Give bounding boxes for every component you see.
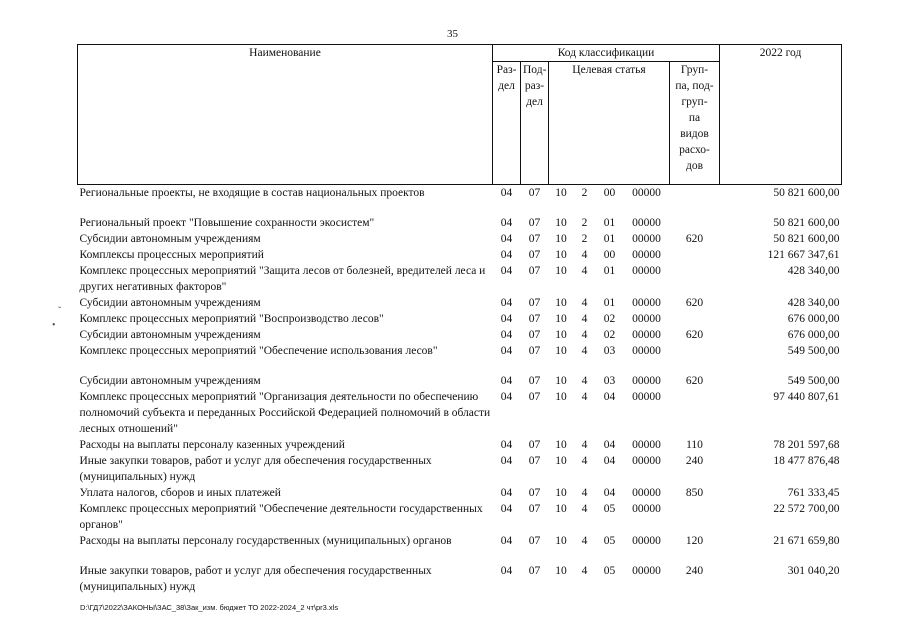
cell-pr: 07 (528, 217, 541, 229)
table-row (78, 453, 842, 485)
cell-vr: 620 (685, 297, 704, 309)
cell-pr: 07 (528, 487, 541, 499)
cell-amount: 50 821 600,00 (773, 233, 840, 245)
cell-t1: 10 (555, 217, 567, 229)
cell-name: Иные закупки товаров, работ и услуг для обеспечения государственных (муниципальных) нужд (79, 455, 432, 483)
cell-t1: 10 (555, 535, 567, 547)
cell-vr (670, 263, 720, 295)
cell-amount: 549 500,00 (787, 345, 840, 357)
cell-t3: 01 (603, 217, 616, 229)
cell-t2: 4 (581, 391, 588, 403)
cell-vr (670, 185, 720, 216)
cell-vr (670, 389, 720, 437)
cell-t1: 10 (555, 345, 567, 357)
cell-vr (670, 501, 720, 533)
cell-vr: 240 (685, 565, 704, 577)
cell-t3: 04 (603, 455, 616, 467)
cell-vr: 850 (685, 487, 704, 499)
cell-amount: 549 500,00 (787, 375, 840, 387)
cell-rz: 04 (500, 487, 513, 499)
cell-vr (670, 215, 720, 231)
cell-amount: 676 000,00 (787, 313, 840, 325)
cell-pr: 07 (528, 565, 541, 577)
table-row (78, 295, 842, 311)
cell-t1: 10 (555, 375, 567, 387)
cell-pr: 07 (528, 503, 541, 515)
cell-t4: 00000 (632, 297, 661, 309)
cell-t4: 00000 (632, 565, 661, 577)
cell-t1: 10 (555, 391, 567, 403)
header-section: Раз- дел (493, 62, 521, 185)
cell-t4: 00000 (632, 487, 661, 499)
header-subsection: Под- раз- дел (521, 62, 549, 185)
cell-t3: 05 (603, 503, 616, 515)
cell-t2: 4 (581, 249, 588, 261)
cell-t4: 00000 (632, 249, 661, 261)
cell-pr: 07 (528, 265, 541, 277)
cell-name: Комплекс процессных мероприятий "Воспроизводство лесов" (79, 313, 384, 325)
cell-t4: 00000 (632, 217, 661, 229)
cell-rz: 04 (500, 535, 513, 547)
table-row (78, 343, 842, 373)
cell-name: Комплекс процессных мероприятий "Обеспечение деятельности государственных органов" (79, 503, 483, 531)
cell-t2: 4 (581, 375, 588, 387)
cell-vr: 120 (685, 535, 704, 547)
cell-t1: 10 (555, 329, 567, 341)
cell-name: Комплекс процессных мероприятий "Организация деятельности по обеспечению полномочий субъекта и переданных Российской Федерацией полномочий в области лесных отношений" (79, 391, 491, 435)
cell-pr: 07 (528, 233, 541, 245)
cell-pr: 07 (528, 329, 541, 341)
cell-pr: 07 (528, 391, 541, 403)
cell-rz: 04 (500, 503, 513, 515)
page-number: 35 (447, 28, 458, 40)
cell-name: Субсидии автономным учреждениям (79, 329, 261, 341)
table-row (78, 231, 842, 247)
cell-t1: 10 (555, 297, 567, 309)
table-row (78, 327, 842, 343)
table-row (78, 215, 842, 231)
cell-t1: 10 (555, 265, 567, 277)
table-row (78, 563, 842, 595)
cell-rz: 04 (500, 233, 513, 245)
cell-t3: 04 (603, 439, 616, 451)
cell-vr (670, 247, 720, 263)
cell-amount: 761 333,45 (787, 487, 840, 499)
cell-t3: 01 (603, 265, 616, 277)
cell-rz: 04 (500, 313, 513, 325)
cell-t1: 10 (555, 187, 567, 199)
cell-pr: 07 (528, 249, 541, 261)
cell-t1: 10 (555, 487, 567, 499)
table-row (78, 533, 842, 563)
cell-rz: 04 (500, 329, 513, 341)
cell-t3: 03 (603, 345, 616, 357)
cell-t3: 05 (603, 565, 616, 577)
table-row (78, 485, 842, 501)
cell-t1: 10 (555, 503, 567, 515)
cell-amount: 22 572 700,00 (773, 503, 840, 515)
cell-pr: 07 (528, 535, 541, 547)
cell-vr: 620 (685, 329, 704, 341)
cell-t2: 4 (581, 313, 588, 325)
cell-t1: 10 (555, 439, 567, 451)
cell-pr: 07 (528, 345, 541, 357)
cell-pr: 07 (528, 455, 541, 467)
cell-vr: 620 (685, 233, 704, 245)
cell-pr: 07 (528, 187, 541, 199)
cell-t1: 10 (555, 313, 567, 325)
cell-t3: 04 (603, 391, 616, 403)
cell-t4: 00000 (632, 391, 661, 403)
cell-vr (670, 343, 720, 373)
cell-t3: 02 (603, 313, 616, 325)
cell-rz: 04 (500, 265, 513, 277)
cell-amount: 301 040,20 (787, 565, 840, 577)
cell-amount: 121 667 347,61 (767, 249, 840, 261)
cell-rz: 04 (500, 249, 513, 261)
table-row (78, 247, 842, 263)
scan-mark: • (52, 320, 56, 331)
cell-name: Субсидии автономным учреждениям (79, 233, 261, 245)
cell-vr (670, 311, 720, 327)
cell-pr: 07 (528, 297, 541, 309)
budget-table (77, 44, 842, 595)
header-expense-group: Груп- па, под- груп- па видов расхо- дов (670, 62, 720, 185)
cell-t3: 04 (603, 487, 616, 499)
cell-pr: 07 (528, 439, 541, 451)
cell-t2: 2 (581, 217, 588, 229)
table-row (78, 263, 842, 295)
cell-rz: 04 (500, 565, 513, 577)
header-classification: Код классификации (493, 45, 720, 62)
cell-t1: 10 (555, 249, 567, 261)
cell-pr: 07 (528, 313, 541, 325)
cell-t1: 10 (555, 565, 567, 577)
cell-amount: 78 201 597,68 (773, 439, 840, 451)
cell-rz: 04 (500, 439, 513, 451)
scan-mark: ˇ (58, 306, 62, 317)
cell-rz: 04 (500, 375, 513, 387)
cell-name: Комплекс процессных мероприятий "Обеспечение использования лесов" (79, 345, 438, 357)
cell-t4: 00000 (632, 233, 661, 245)
cell-t2: 4 (581, 565, 588, 577)
cell-t2: 4 (581, 503, 588, 515)
cell-amount: 50 821 600,00 (773, 217, 840, 229)
table-row (78, 501, 842, 533)
cell-t2: 4 (581, 455, 588, 467)
cell-t3: 00 (603, 249, 616, 261)
cell-amount: 676 000,00 (787, 329, 840, 341)
cell-name: Региональный проект "Повышение сохранности экосистем" (79, 217, 375, 229)
cell-vr: 620 (685, 375, 704, 387)
table-body (78, 185, 842, 596)
cell-name: Уплата налогов, сборов и иных платежей (79, 487, 281, 499)
table-row (78, 185, 842, 216)
cell-t4: 00000 (632, 345, 661, 357)
table-row (78, 437, 842, 453)
cell-name: Комплексы процессных мероприятий (79, 249, 264, 261)
cell-amount: 97 440 807,61 (773, 391, 840, 403)
cell-amount: 21 671 659,80 (773, 535, 840, 547)
cell-rz: 04 (500, 455, 513, 467)
cell-t2: 2 (581, 187, 588, 199)
cell-t2: 4 (581, 297, 588, 309)
cell-t2: 4 (581, 487, 588, 499)
cell-name: Иные закупки товаров, работ и услуг для обеспечения государственных (муниципальных) нужд (79, 565, 432, 593)
cell-amount: 428 340,00 (787, 297, 840, 309)
header-year: 2022 год (720, 45, 842, 185)
cell-name: Расходы на выплаты персоналу государственных (муниципальных) органов (79, 535, 452, 547)
header-name: Наименование (78, 45, 493, 185)
cell-t2: 2 (581, 233, 588, 245)
cell-rz: 04 (500, 217, 513, 229)
header-target-article: Целевая статья (549, 62, 670, 185)
cell-t4: 00000 (632, 455, 661, 467)
cell-rz: 04 (500, 391, 513, 403)
cell-amount: 18 477 876,48 (773, 455, 840, 467)
cell-t4: 00000 (632, 439, 661, 451)
cell-amount: 428 340,00 (787, 265, 840, 277)
cell-pr: 07 (528, 375, 541, 387)
cell-t2: 4 (581, 345, 588, 357)
cell-vr: 110 (686, 439, 703, 451)
table-row (78, 311, 842, 327)
cell-amount: 50 821 600,00 (773, 187, 840, 199)
cell-name: Субсидии автономным учреждениям (79, 297, 261, 309)
cell-t4: 00000 (632, 265, 661, 277)
cell-t2: 4 (581, 439, 588, 451)
cell-name: Субсидии автономным учреждениям (79, 375, 261, 387)
file-path: D:\ГД7\2022\ЗАКОНЫ\ЗАС_38\Зак_изм. бюджет ТО 2022-2024_2 чт\pr3.xls (80, 603, 339, 612)
cell-t3: 03 (603, 375, 616, 387)
cell-t2: 4 (581, 265, 588, 277)
cell-t1: 10 (555, 233, 567, 245)
cell-t4: 00000 (632, 375, 661, 387)
cell-rz: 04 (500, 297, 513, 309)
cell-name: Расходы на выплаты персоналу казенных учреждений (79, 439, 345, 451)
cell-t4: 00000 (632, 187, 661, 199)
cell-name: Региональные проекты, не входящие в состав национальных проектов (79, 187, 425, 199)
cell-t3: 01 (603, 297, 616, 309)
cell-t2: 4 (581, 329, 588, 341)
cell-t4: 00000 (632, 503, 661, 515)
cell-t3: 05 (603, 535, 616, 547)
cell-t3: 02 (603, 329, 616, 341)
cell-t3: 00 (603, 187, 616, 199)
cell-name: Комплекс процессных мероприятий "Защита лесов от болезней, вредителей леса и других негативных факторов" (79, 265, 486, 293)
table-row (78, 373, 842, 389)
cell-rz: 04 (500, 187, 513, 199)
cell-t1: 10 (555, 455, 567, 467)
table-row (78, 389, 842, 437)
cell-t4: 00000 (632, 329, 661, 341)
cell-t4: 00000 (632, 313, 661, 325)
cell-t3: 01 (603, 233, 616, 245)
cell-t4: 00000 (632, 535, 661, 547)
cell-t2: 4 (581, 535, 588, 547)
cell-rz: 04 (500, 345, 513, 357)
cell-vr: 240 (685, 455, 704, 467)
